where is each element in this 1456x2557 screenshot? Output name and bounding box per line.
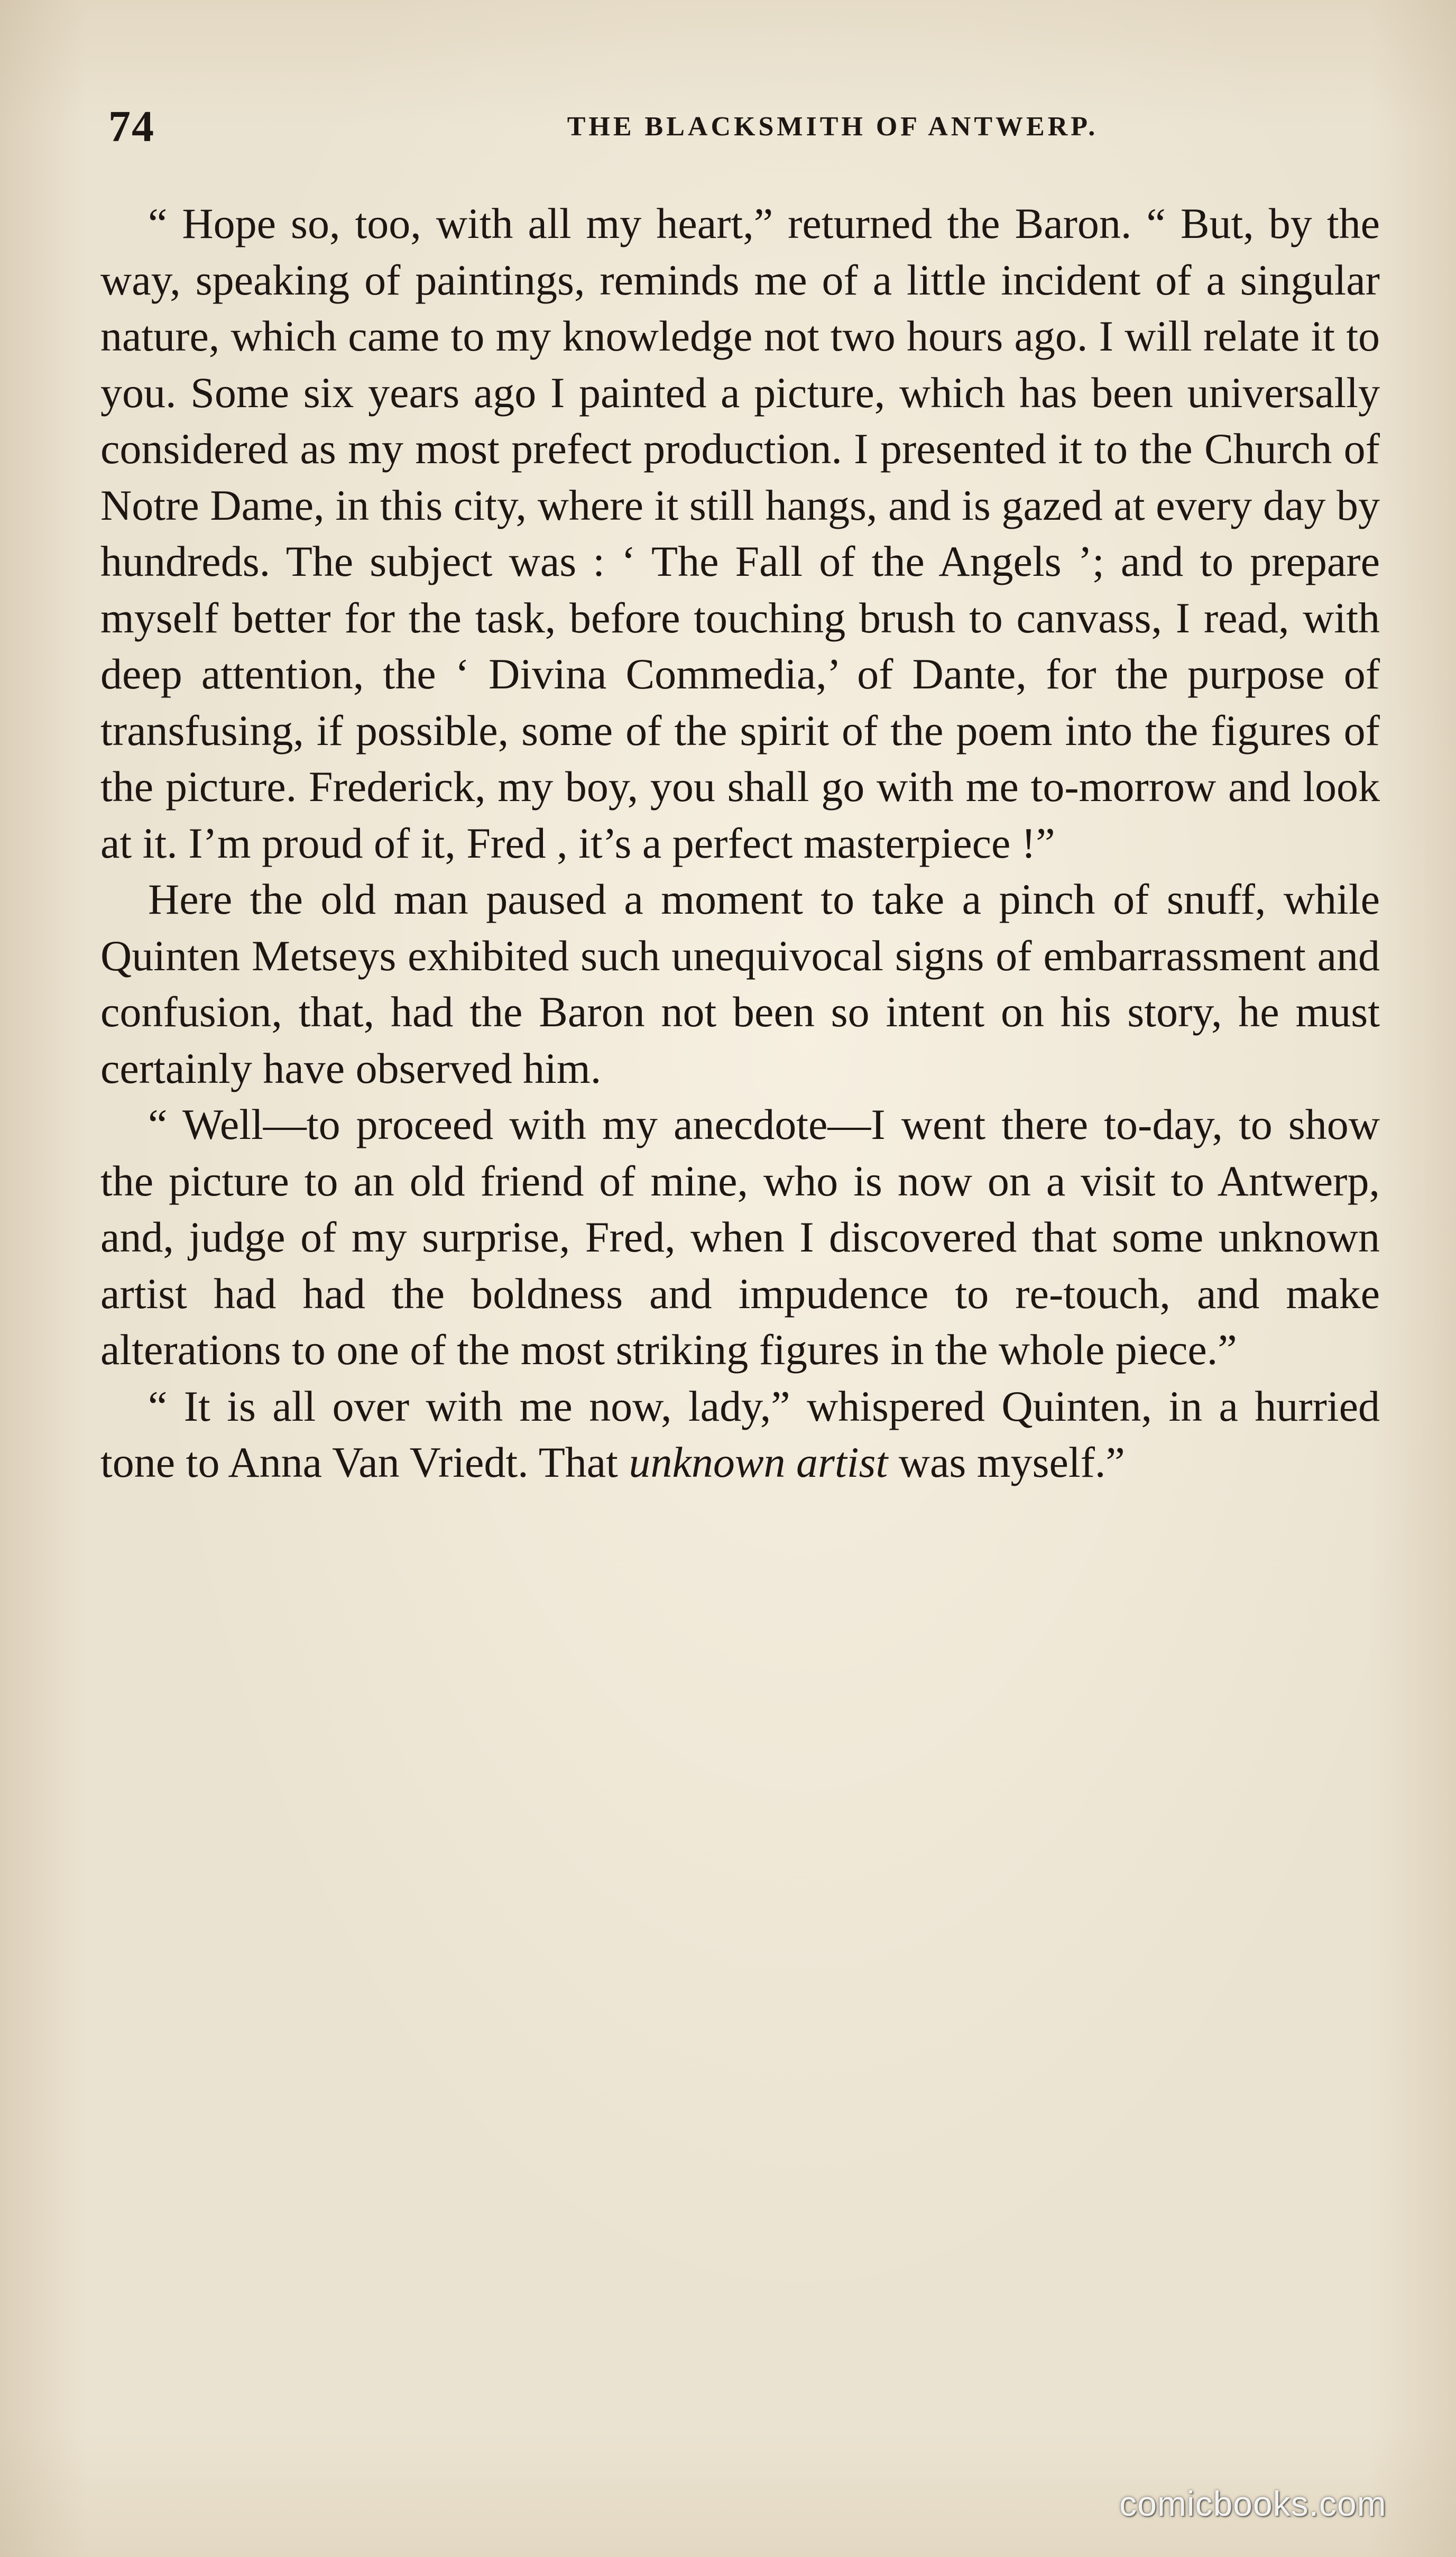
paragraph: [100, 1378, 1380, 1491]
watermark-text: comicbooks.com: [1119, 2484, 1387, 2523]
running-head: THE BLACKSMITH OF ANTWERP.: [567, 112, 1099, 142]
paragraph: Here the old man paused a moment to take a pinch of snuff, while Quinten Metseys exhibited such unequivocal signs of embarrassment and confusion, that, had the Baron not been so intent on his story, he must certainly have observed him.: [100, 875, 1380, 1092]
page-header: [108, 98, 1346, 156]
paragraph-text: was myself.”: [888, 1438, 1125, 1486]
italic-phrase: unknown artist: [629, 1438, 888, 1486]
body-text: [100, 196, 1380, 1491]
page-number: 74: [108, 102, 155, 151]
paragraph-text: “ It is all over with me now, lady,” whispered Quinten, in a hurried tone to Anna Van Vriedt. That: [100, 1382, 1380, 1486]
paragraph: “ Hope so, too, with all my heart,” returned the Baron. “ But, by the way, speaking of paintings, reminds me of a little incident of a singular nature, which came to my knowledge not two hours ago. I will relate it to you. Some six years ago I painted a picture, which has been universally considered as my most prefect production. I presented it to the Church of Notre Dame, in this city, where it still hangs, and is gazed at every day by hundreds. The subject was : ‘ The Fall of the Angels ’; and to prepare myself better for the task, before touching brush to canvass, I read, with deep attention, the ‘ Divina Commedia,’ of Dante, for the purpose of transfusing, if possible, some of the spirit of the poem into the figures of the picture. Frederick, my boy, you shall go with me to-morrow and look at it. I’m proud of it, Fred , it’s a perfect masterpiece !”: [100, 199, 1380, 867]
paragraph: “ Well—to proceed with my anecdote—I went there to-day, to show the picture to an old friend of mine, who is now on a visit to Antwerp, and, judge of my surprise, Fred, when I discovered that some unknown artist had had the boldness and impudence to re-touch, and make alterations to one of the most striking figures in the whole piece.”: [100, 1100, 1380, 1374]
